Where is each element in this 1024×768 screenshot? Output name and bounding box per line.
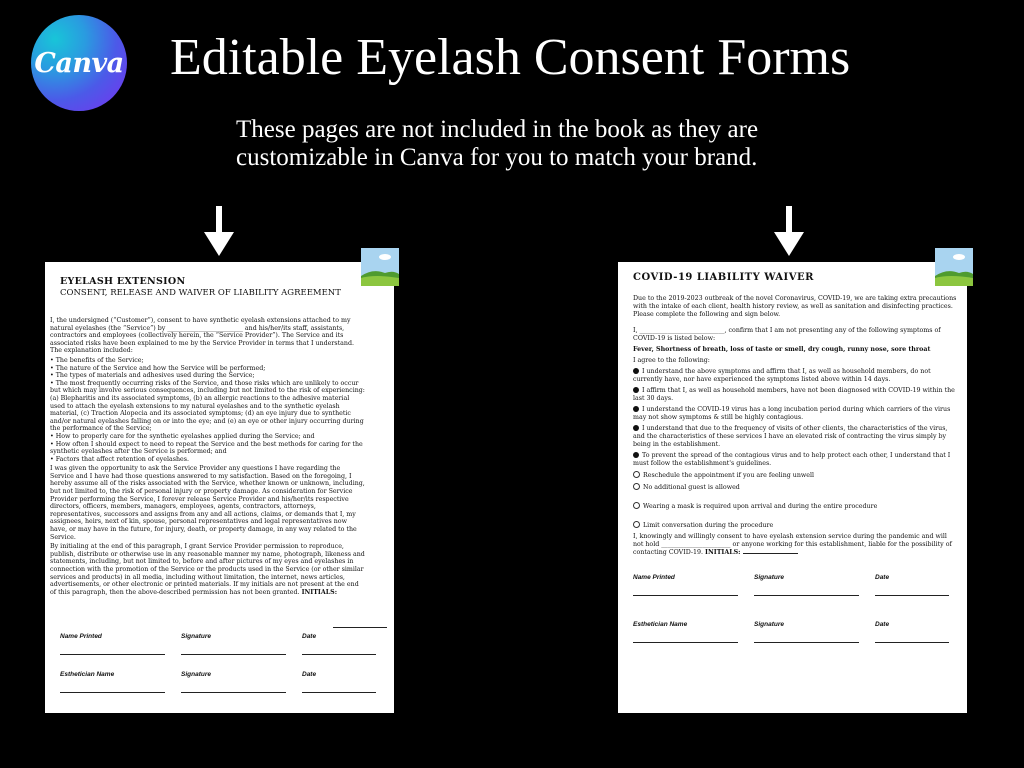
form2-bullet (633, 425, 958, 449)
form1-item: • The nature of the Service and how the Service will be performed; (50, 364, 266, 372)
form2-bullet-text: I affirm that I, as well as household members, have not been diagnosed with COVID-19 within the last 30 days. (633, 387, 955, 402)
radio-circle-icon[interactable] (633, 502, 640, 509)
signature-line[interactable] (181, 653, 286, 655)
form1-initials-label: INITIALS: (301, 588, 338, 596)
form2-body (633, 295, 958, 560)
form2-bullet (633, 406, 958, 422)
signature-label: Signature (181, 633, 211, 640)
form2-bullet (633, 452, 958, 468)
date-label: Date (875, 574, 890, 581)
form1-body (50, 317, 365, 598)
name-printed-line[interactable] (633, 594, 738, 596)
form2-closing-text: I, knowingly and willingly consent to have eyelash extension service during the pandemic and will not hold ______________________ or anyone working for this establishment, liable for the possibility of contacting COVID-19. (633, 533, 952, 556)
date-label: Date (302, 671, 317, 678)
subtitle-line-2: customizable in Canva for you to match your brand. (236, 144, 758, 171)
canva-logo-text: Canva (34, 47, 124, 79)
form1-item: • The most frequently occurring risks of the Service, and those risks which are unlikely to occur but which may involve serious consequences, including but not limited to the risk of experiencing: (a) Blepharitis and its associated symptoms, (b) an allergic reactions to the adhesive material used to attach the eyelash extensions to my natural eyelashes and to the synthetic eyelash material, (c) Traction Alopecia and its associated symptoms; (d) an eye injury due to synthetic and/or natural eyelashes falling on or into the eye; and (e) an eye or other injury occurring during the performance of the Service; (50, 379, 365, 433)
form1-item: • How often I should expect to need to repeat the Service and the best methods for caring for the synthetic eyelashes after the Service is performed; and (50, 440, 363, 456)
form1-subtitle: CONSENT, RELEASE AND WAIVER OF LIABILITY AGREEMENT (60, 288, 341, 298)
form2-option[interactable] (633, 483, 958, 492)
bullet-icon (633, 387, 639, 393)
image-thumbnail-icon[interactable] (361, 248, 399, 286)
esthetician-name-line[interactable] (60, 691, 165, 693)
signature-line[interactable] (754, 594, 859, 596)
radio-circle-icon[interactable] (633, 483, 640, 490)
form1-para3-text: By initialing at the end of this paragraph, I grant Service Provider permission to reproduce, publish, distribute or otherwise use in any reasonable manner my name, photograph, likeness and statements, including, but not limited to, before and after pictures of my eyes and eyelashes in connection with the promotion of the Service or the products used in the Service (or other similar services and products) in all media, including without limitation, the internet, news articles, advertisements, or other electronic or printed materials. If my initials are not present at the end of this paragraph, then the above-described permission has not been granted. (50, 543, 365, 596)
form2-option-label: No additional guest is allowed (643, 484, 740, 491)
name-printed-label: Name Printed (60, 633, 102, 640)
date-label: Date (875, 621, 890, 628)
bullet-icon (633, 406, 639, 412)
signature-label: Signature (181, 671, 211, 678)
bullet-icon (633, 368, 639, 374)
form1-item: • The types of materials and adhesives used during the Service; (50, 372, 255, 380)
form2-option-label: Wearing a mask is required upon arrival and during the entire procedure (643, 503, 878, 510)
form2-closing (633, 533, 958, 557)
date-line[interactable] (302, 653, 376, 655)
form1-item: • How to properly care for the synthetic eyelashes applied during the Service; and (50, 432, 315, 440)
down-arrow-icon (772, 206, 806, 258)
down-arrow-icon (202, 206, 236, 258)
signature-label: Signature (754, 574, 784, 581)
form2-bullet-text: I understand the COVID-19 virus has a long incubation period during which carriers of the virus may not show symptoms & still be highly contagious. (633, 406, 951, 421)
date-line[interactable] (302, 691, 376, 693)
subtitle-line-1: These pages are not included in the book as they are (236, 116, 759, 143)
image-thumbnail-icon[interactable] (935, 248, 973, 286)
form2-initials-line[interactable] (743, 553, 798, 554)
form2-bullet (633, 387, 958, 403)
form2-option-label: Limit conversation during the procedure (643, 522, 774, 529)
form1-signature-block-1 (60, 633, 392, 655)
form2-option[interactable] (633, 521, 958, 530)
date-line[interactable] (875, 641, 949, 643)
form1-para2: I was given the opportunity to ask the Service Provider any questions I have regarding the Service and I have had those questions answered to my satisfaction. Based on the foregoing, I hereby assume all of the risks associated with the Service, whether known or unknown, including, but not limited to, the risk of personal injury or property damage. As consideration for Service Provider performing the Service, I forever release Service Provider and his/her/its respective directors, officers, members, managers, employees, agents, contractors, attorneys, representatives, successors and assigns from any and all actions, claims, or demands that I, my assignees, heirs, next of kin, spouse, personal representatives and legal representatives now have, or may have in the future, for injury, death, or property damage, in any way related to the Service. (50, 465, 365, 541)
form2-option[interactable] (633, 471, 958, 480)
name-printed-label: Name Printed (633, 574, 675, 581)
signature-label: Signature (754, 621, 784, 628)
esthetician-name-label: Esthetician Name (60, 671, 115, 678)
signature-line[interactable] (754, 641, 859, 643)
page-subtitle (236, 116, 796, 172)
form1-intro: I, the undersigned (“Customer”), consent to have synthetic eyelash extensions attached to my natural eyelashes (the “Service”) by ________________________ and his/her/its staff, assistants, contractors and employees (collectively herein, the “Service Provider”). The Service and its associated risks have been explained to me by the Service Provider in terms that I understand. The explanation included: (50, 317, 355, 355)
form2-symptoms: Fever, Shortness of breath, loss of taste or smell, dry cough, runny nose, sore throat (633, 346, 931, 353)
date-line[interactable] (875, 594, 949, 596)
esthetician-name-line[interactable] (633, 641, 738, 643)
page-title: Editable Eyelash Consent Forms (170, 29, 851, 86)
form2-title: COVID-19 LIABILITY WAIVER (633, 272, 814, 283)
form2-bullet-text: I understand the above symptoms and affirm that I, as well as household members, do not currently have, nor have experienced the symptoms listed above within 14 days. (633, 368, 931, 383)
signature-line[interactable] (181, 691, 286, 693)
eyelash-consent-form-page (45, 262, 394, 713)
form2-initials-label: INITIALS: (705, 549, 741, 556)
form1-item: • The benefits of the Service; (50, 356, 144, 364)
form1-signature-block-2 (60, 671, 392, 693)
radio-circle-icon[interactable] (633, 521, 640, 528)
form2-signature-block-1 (633, 574, 965, 596)
esthetician-name-label: Esthetician Name (633, 621, 688, 628)
form2-option-label: Reschedule the appointment if you are feeling unwell (643, 472, 815, 479)
form2-bullet (633, 368, 958, 384)
form2-intro: Due to the 2019-2023 outbreak of the novel Coronavirus, COVID-19, we are taking extra precautions with the intake of each client, health history review, as well as sanitation and disinfecting practices. Please complete the following and sign below. (633, 295, 957, 318)
date-label: Date (302, 633, 317, 640)
form1-title: EYELASH EXTENSION (60, 276, 186, 287)
radio-circle-icon[interactable] (633, 471, 640, 478)
form2-bullet-text: To prevent the spread of the contagious virus and to help protect each other, I understand that I must follow the establishment's guidelines. (633, 452, 951, 467)
name-printed-line[interactable] (60, 653, 165, 655)
canva-logo (31, 15, 127, 111)
form2-confirm: I, ___________________________, confirm that I am not presenting any of the following symptoms of COVID-19 is listed below: (633, 327, 941, 342)
form2-signature-block-2 (633, 621, 965, 643)
form2-option[interactable] (633, 502, 958, 511)
form1-item: • Factors that affect retention of eyelashes. (50, 455, 189, 463)
bullet-icon (633, 425, 639, 431)
bullet-icon (633, 452, 639, 458)
form2-bullet-text: I understand that due to the frequency of visits of other clients, the characteristics of the virus, and the characteristics of these services I have an elevated risk of contracting the virus simply by being in the establishment. (633, 425, 948, 448)
form1-para3 (50, 543, 365, 596)
form2-agree: I agree to the following: (633, 357, 710, 364)
form1-initials-line[interactable] (333, 626, 387, 628)
covid-waiver-form-page (618, 262, 967, 713)
